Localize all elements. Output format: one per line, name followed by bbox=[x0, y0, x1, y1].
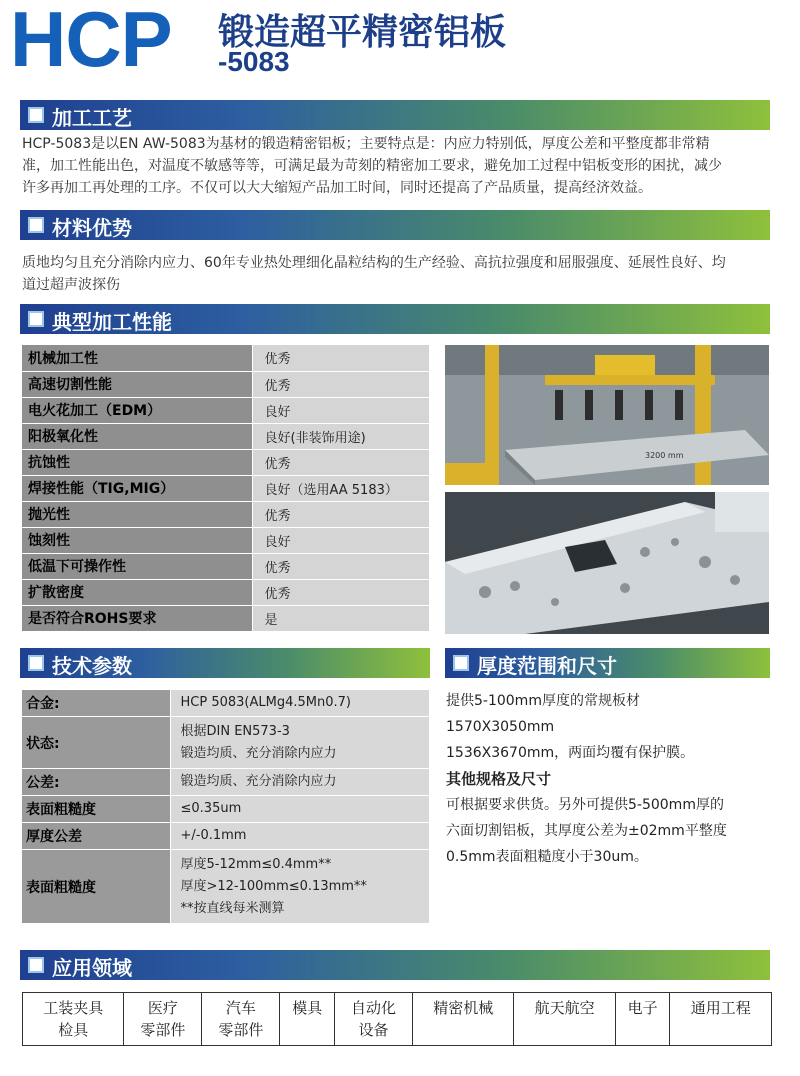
text-line: 六面切割铝板，其厚度公差为±02mm平整度 bbox=[446, 823, 727, 839]
row-key: 低温下可操作性 bbox=[22, 553, 252, 579]
square-bullet-icon bbox=[28, 655, 44, 671]
section-title: 应用领域 bbox=[52, 956, 132, 980]
square-bullet-icon bbox=[28, 311, 44, 327]
value-line: +/-0.1mm bbox=[180, 828, 247, 843]
value-line: ≤0.35um bbox=[180, 801, 242, 816]
table-row bbox=[22, 553, 430, 579]
cell-line: 航天航空 bbox=[534, 999, 595, 1017]
text-line: 1536X3670mm，两面均覆有保护膜。 bbox=[446, 745, 695, 761]
row-value: 优秀 bbox=[252, 501, 430, 527]
square-bullet-icon bbox=[28, 107, 44, 123]
cell-line: 工装夹具 bbox=[43, 999, 104, 1017]
cell-line: 精密机械 bbox=[433, 999, 494, 1017]
value-line: HCP 5083(ALMg4.5Mn0.7) bbox=[180, 695, 351, 710]
value-line: 锻造均质、充分消除内应力 bbox=[180, 745, 337, 761]
cell-line: 汽车 bbox=[225, 999, 256, 1017]
cell-line: 自动化 bbox=[351, 999, 397, 1017]
brand-logo: HCP bbox=[10, 0, 172, 83]
table-row bbox=[22, 397, 430, 423]
text-line: 质地均匀且充分消除内应力、60年专业热处理细化晶粒结构的生产经验、高抗拉强度和屈服强度、延展性良好、均 bbox=[22, 255, 726, 271]
table-row bbox=[22, 823, 430, 850]
text-line: 道过超声波探伤 bbox=[22, 277, 120, 293]
row-value bbox=[170, 769, 430, 796]
application-cell bbox=[670, 993, 772, 1046]
application-cell bbox=[202, 993, 280, 1046]
machined-plate-photo bbox=[445, 492, 769, 634]
row-value: 良好 bbox=[252, 397, 430, 423]
row-value: 良好 bbox=[252, 527, 430, 553]
range-text bbox=[446, 688, 727, 870]
row-value bbox=[170, 850, 430, 924]
row-value: 良好（选用AA 5183） bbox=[252, 475, 430, 501]
row-value: 是 bbox=[252, 605, 430, 631]
table-row bbox=[23, 993, 772, 1046]
process-paragraph bbox=[22, 133, 722, 199]
row-key: 表面粗糙度 bbox=[22, 850, 170, 924]
row-key: 合金: bbox=[22, 690, 170, 717]
section-title: 典型加工性能 bbox=[52, 310, 172, 334]
application-cell bbox=[280, 993, 335, 1046]
table-row bbox=[22, 345, 430, 371]
text-line: 1570X3050mm bbox=[446, 719, 555, 735]
section-header-application bbox=[20, 950, 770, 980]
table-row bbox=[22, 501, 430, 527]
table-row bbox=[22, 423, 430, 449]
square-bullet-icon bbox=[28, 957, 44, 973]
row-value bbox=[170, 823, 430, 850]
row-key: 高速切割性能 bbox=[22, 371, 252, 397]
cell-line: 检具 bbox=[58, 1021, 89, 1039]
row-value: 优秀 bbox=[252, 449, 430, 475]
value-line: 根据DIN EN573-3 bbox=[180, 723, 290, 739]
cell-line: 设备 bbox=[358, 1021, 389, 1039]
square-bullet-icon bbox=[28, 217, 44, 233]
application-table bbox=[22, 992, 772, 1046]
row-value: 优秀 bbox=[252, 345, 430, 371]
row-value bbox=[170, 717, 430, 769]
row-key: 电火花加工（EDM） bbox=[22, 397, 252, 423]
application-cell bbox=[413, 993, 514, 1046]
table-row bbox=[22, 475, 430, 501]
row-key: 表面粗糙度 bbox=[22, 796, 170, 823]
table-row bbox=[22, 717, 430, 769]
square-bullet-icon bbox=[453, 655, 469, 671]
row-key: 抛光性 bbox=[22, 501, 252, 527]
row-key: 厚度公差 bbox=[22, 823, 170, 850]
table-row bbox=[22, 796, 430, 823]
table-row bbox=[22, 690, 430, 717]
row-value: 良好(非装饰用途) bbox=[252, 423, 430, 449]
text-line: 0.5mm表面粗糙度小于30um。 bbox=[446, 849, 648, 865]
dimension-label: 3200 mm bbox=[645, 451, 684, 460]
table-row bbox=[22, 371, 430, 397]
text-line: HCP-5083是以EN AW-5083为基材的锻造精密铝板；主要特点是：内应力特别低，厚度公差和平整度都非常精 bbox=[22, 136, 710, 152]
row-key: 扩散密度 bbox=[22, 579, 252, 605]
text-line: 提供5-100mm厚度的常规板材 bbox=[446, 693, 640, 709]
application-cell bbox=[514, 993, 615, 1046]
other-specs-title: 其他规格及尺寸 bbox=[446, 770, 552, 788]
table-row bbox=[22, 850, 430, 924]
row-value: 优秀 bbox=[252, 579, 430, 605]
table-row bbox=[22, 579, 430, 605]
row-key: 焊接性能（TIG,MIG） bbox=[22, 475, 252, 501]
section-header-performance bbox=[20, 304, 770, 334]
value-line: 厚度5-12mm≤0.4mm** bbox=[180, 856, 332, 872]
value-line: **按直线每米测算 bbox=[180, 900, 285, 916]
cell-line: 通用工程 bbox=[690, 999, 751, 1017]
tech-table bbox=[22, 690, 430, 924]
cell-line: 模具 bbox=[292, 999, 323, 1017]
application-cell bbox=[335, 993, 413, 1046]
text-line: 准，加工性能出色，对温度不敏感等等，可满足最为苛刻的精密加工要求，避免加工过程中铝板变形的困扰，减少 bbox=[22, 158, 722, 174]
application-cell bbox=[23, 993, 124, 1046]
cell-line: 医疗 bbox=[147, 999, 178, 1017]
factory-photo bbox=[445, 345, 769, 485]
cell-line: 零部件 bbox=[218, 1021, 264, 1039]
row-key: 抗蚀性 bbox=[22, 449, 252, 475]
section-header-tech bbox=[20, 648, 430, 678]
row-key: 是否符合ROHS要求 bbox=[22, 605, 252, 631]
row-value: 优秀 bbox=[252, 553, 430, 579]
page-title: 锻造超平精密铝板 bbox=[218, 12, 507, 53]
text-line: 许多再加工再处理的工序。不仅可以大大缩短产品加工时间，同时还提高了产品质量，提高经济效益。 bbox=[22, 180, 652, 196]
row-key: 公差: bbox=[22, 769, 170, 796]
row-value bbox=[170, 796, 430, 823]
section-title: 技术参数 bbox=[52, 654, 132, 678]
row-key: 阳极氧化性 bbox=[22, 423, 252, 449]
row-value bbox=[170, 690, 430, 717]
table-row bbox=[22, 527, 430, 553]
advantage-paragraph bbox=[22, 252, 726, 296]
section-title: 厚度范围和尺寸 bbox=[477, 654, 617, 678]
row-value: 优秀 bbox=[252, 371, 430, 397]
application-cell bbox=[124, 993, 202, 1046]
cell-line: 零部件 bbox=[140, 1021, 186, 1039]
value-line: 锻造均质、充分消除内应力 bbox=[180, 774, 337, 789]
header bbox=[0, 0, 800, 90]
section-title: 加工工艺 bbox=[52, 106, 132, 130]
row-key: 机械加工性 bbox=[22, 345, 252, 371]
section-header-process bbox=[20, 100, 770, 130]
row-key: 状态: bbox=[22, 717, 170, 769]
value-line: 厚度>12-100mm≤0.13mm** bbox=[180, 878, 367, 894]
performance-table bbox=[22, 345, 430, 632]
table-row bbox=[22, 605, 430, 631]
table-row bbox=[22, 449, 430, 475]
section-header-advantage bbox=[20, 210, 770, 240]
section-title: 材料优势 bbox=[52, 216, 132, 240]
section-header-range bbox=[445, 648, 770, 678]
cell-line: 电子 bbox=[627, 999, 658, 1017]
text-line: 可根据要求供货。另外可提供5-500mm厚的 bbox=[446, 797, 724, 813]
application-cell bbox=[615, 993, 670, 1046]
row-key: 蚀刻性 bbox=[22, 527, 252, 553]
model-number: -5083 bbox=[218, 46, 290, 77]
table-row bbox=[22, 769, 430, 796]
